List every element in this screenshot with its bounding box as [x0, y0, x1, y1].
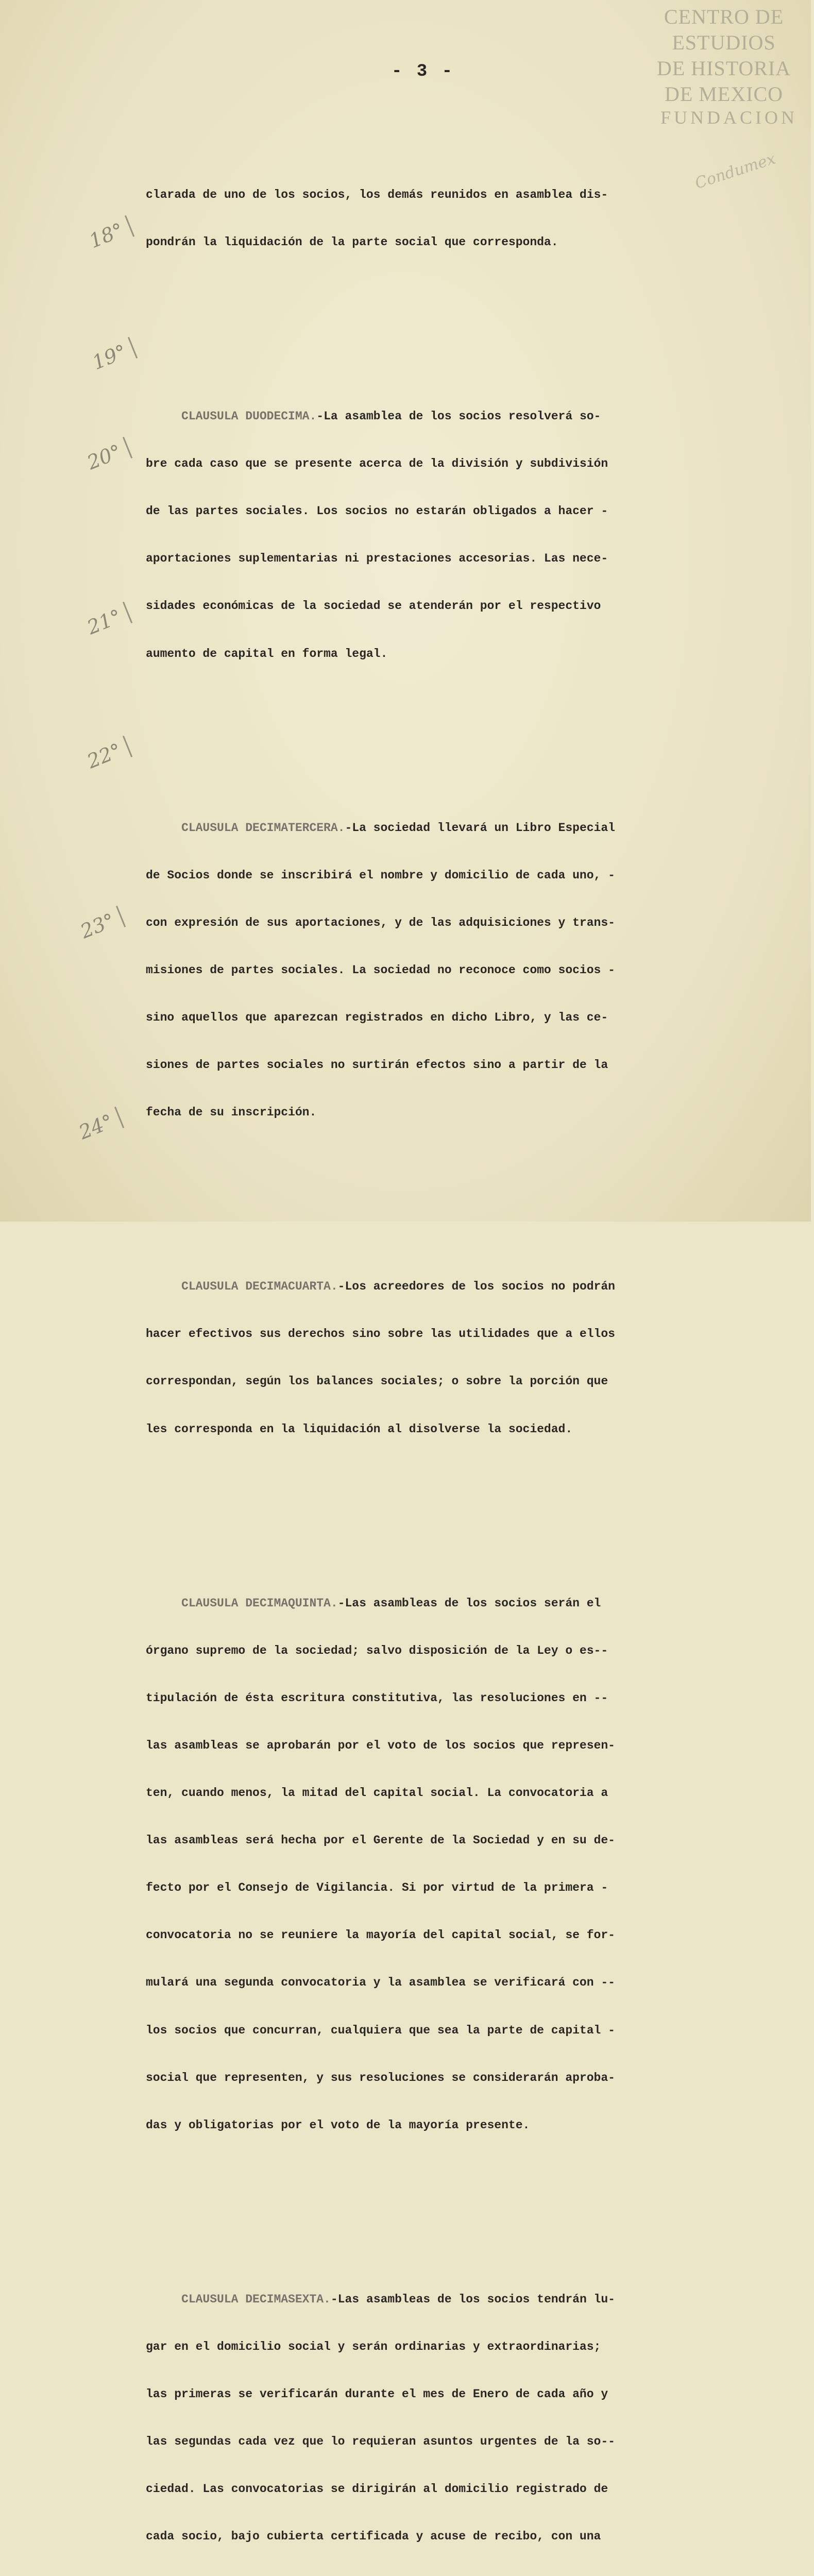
clause-paragraph — [146, 2260, 779, 2576]
text-line: siones de partes sociales no surtirán efectos sino a partir de la — [146, 1058, 608, 1072]
text-line: tipulación de ésta escritura constitutiva, las resoluciones en -- — [146, 1691, 608, 1705]
text-line: fecha de su inscripción. — [146, 1106, 317, 1120]
page-number: - 3 - — [392, 62, 455, 81]
margin-note: 24° — [76, 1107, 125, 1144]
text-line: de las partes sociales. Los socios no estarán obligados a hacer - — [146, 504, 608, 518]
margin-note: 18° — [86, 215, 135, 252]
text-line: correspondan, según los balances sociales; o sobre la porción que — [146, 1375, 608, 1388]
text-line: aumento de capital en forma legal. — [146, 647, 388, 660]
text-line: los socios que concurran, cualquiera que sea la parte de capital - — [146, 2023, 615, 2037]
clause-title: CLAUSULA DUODECIMA. — [181, 409, 317, 423]
text-line: cada socio, bajo cubierta certificada y acuse de recibo, con una — [146, 2530, 601, 2544]
watermark-line: ESTUDIOS — [672, 31, 776, 54]
text-line: hacer efectivos sus derechos sino sobre las utilidades que a ellos — [146, 1327, 615, 1341]
text-line: gar en el domicilio social y serán ordinarias y extraordinarias; — [146, 2340, 601, 2353]
clause-paragraph — [146, 788, 779, 1152]
document-body — [146, 124, 779, 2576]
text-line: misiones de partes sociales. La sociedad no reconoce como socios - — [146, 963, 615, 977]
text-line: las asambleas será hecha por el Gerente de la Sociedad y en su de- — [146, 1834, 615, 1848]
text-line: -Los acreedores de los socios no podrán — [337, 1280, 615, 1294]
text-line: -Las asambleas de los socios serán el — [337, 1596, 601, 1610]
clause-title: CLAUSULA DECIMATERCERA. — [181, 821, 345, 835]
paragraph — [146, 155, 779, 282]
text-line: mulará una segunda convocatoria y la asamblea se verificará con -- — [146, 1976, 615, 1990]
text-line: fecto por el Consejo de Vigilancia. Si por virtud de la primera - — [146, 1881, 608, 1895]
watermark-line: DE MEXICO — [664, 82, 784, 106]
text-line: les corresponda en la liquidación al disolverse la sociedad. — [146, 1422, 573, 1436]
text-line: -Las asambleas de los socios tendrán lu- — [330, 2292, 615, 2306]
text-line: bre cada caso que se presente acerca de la división y subdivisión — [146, 457, 608, 471]
text-line: ten, cuando menos, la mitad del capital social. La convocatoria a — [146, 1786, 608, 1800]
clause-paragraph — [146, 377, 779, 693]
text-line: las segundas cada vez que lo requieran asuntos urgentes de la so-- — [146, 2435, 615, 2449]
watermark-line: DE HISTORIA — [656, 57, 791, 80]
margin-note: 20° — [84, 437, 133, 474]
clause-paragraph — [146, 1247, 779, 1469]
margin-note: 22° — [84, 736, 133, 773]
text-line: clarada de uno de los socios, los demás reunidos en asamblea dis- — [146, 188, 608, 201]
margin-note: 21° — [84, 602, 133, 639]
clause-title: CLAUSULA DECIMAQUINTA. — [181, 1596, 338, 1610]
text-line: con expresión de sus aportaciones, y de las adquisiciones y trans- — [146, 916, 615, 929]
handwritten-signature: Condumex — [692, 149, 778, 193]
text-line: ciedad. Las convocatorias se dirigirán al domicilio registrado de — [146, 2482, 608, 2496]
archive-watermark — [641, 4, 806, 128]
text-line: órgano supremo de la sociedad; salvo disposición de la Ley o es-- — [146, 1643, 608, 1657]
clause-title: CLAUSULA DECIMACUARTA. — [181, 1280, 338, 1294]
text-line: sidades económicas de la sociedad se atenderán por el respectivo — [146, 599, 601, 613]
text-line: las asambleas se aprobarán por el voto de los socios que represen- — [146, 1738, 615, 1752]
watermark-line: CENTRO DE — [664, 5, 784, 28]
text-line: las primeras se verificarán durante el mes de Enero de cada año y — [146, 2387, 608, 2401]
text-line: -La asamblea de los socios resolverá so- — [316, 409, 601, 423]
text-line: convocatoria no se reuniere la mayoría del capital social, se for- — [146, 1928, 615, 1942]
text-line: de Socios donde se inscribirá el nombre y domicilio de cada uno, - — [146, 868, 615, 882]
watermark-subtitle: FUNDACION — [660, 107, 798, 128]
clause-paragraph — [146, 1564, 779, 2165]
text-line: -La sociedad llevará un Libro Especial — [345, 821, 615, 835]
text-line: aportaciones suplementarias ni prestaciones accesorias. Las nece- — [146, 552, 608, 566]
margin-note: 19° — [89, 337, 138, 374]
margin-note: 23° — [77, 906, 126, 943]
text-line: das y obligatorias por el voto de la mayoría presente. — [146, 2118, 530, 2132]
clause-title: CLAUSULA DECIMASEXTA. — [181, 2292, 331, 2306]
text-line: social que representen, y sus resoluciones se considerarán aproba- — [146, 2071, 615, 2084]
text-line: pondrán la liquidación de la parte social que corresponda. — [146, 235, 558, 249]
text-line: sino aquellos que aparezcan registrados en dicho Libro, y las ce- — [146, 1010, 608, 1024]
